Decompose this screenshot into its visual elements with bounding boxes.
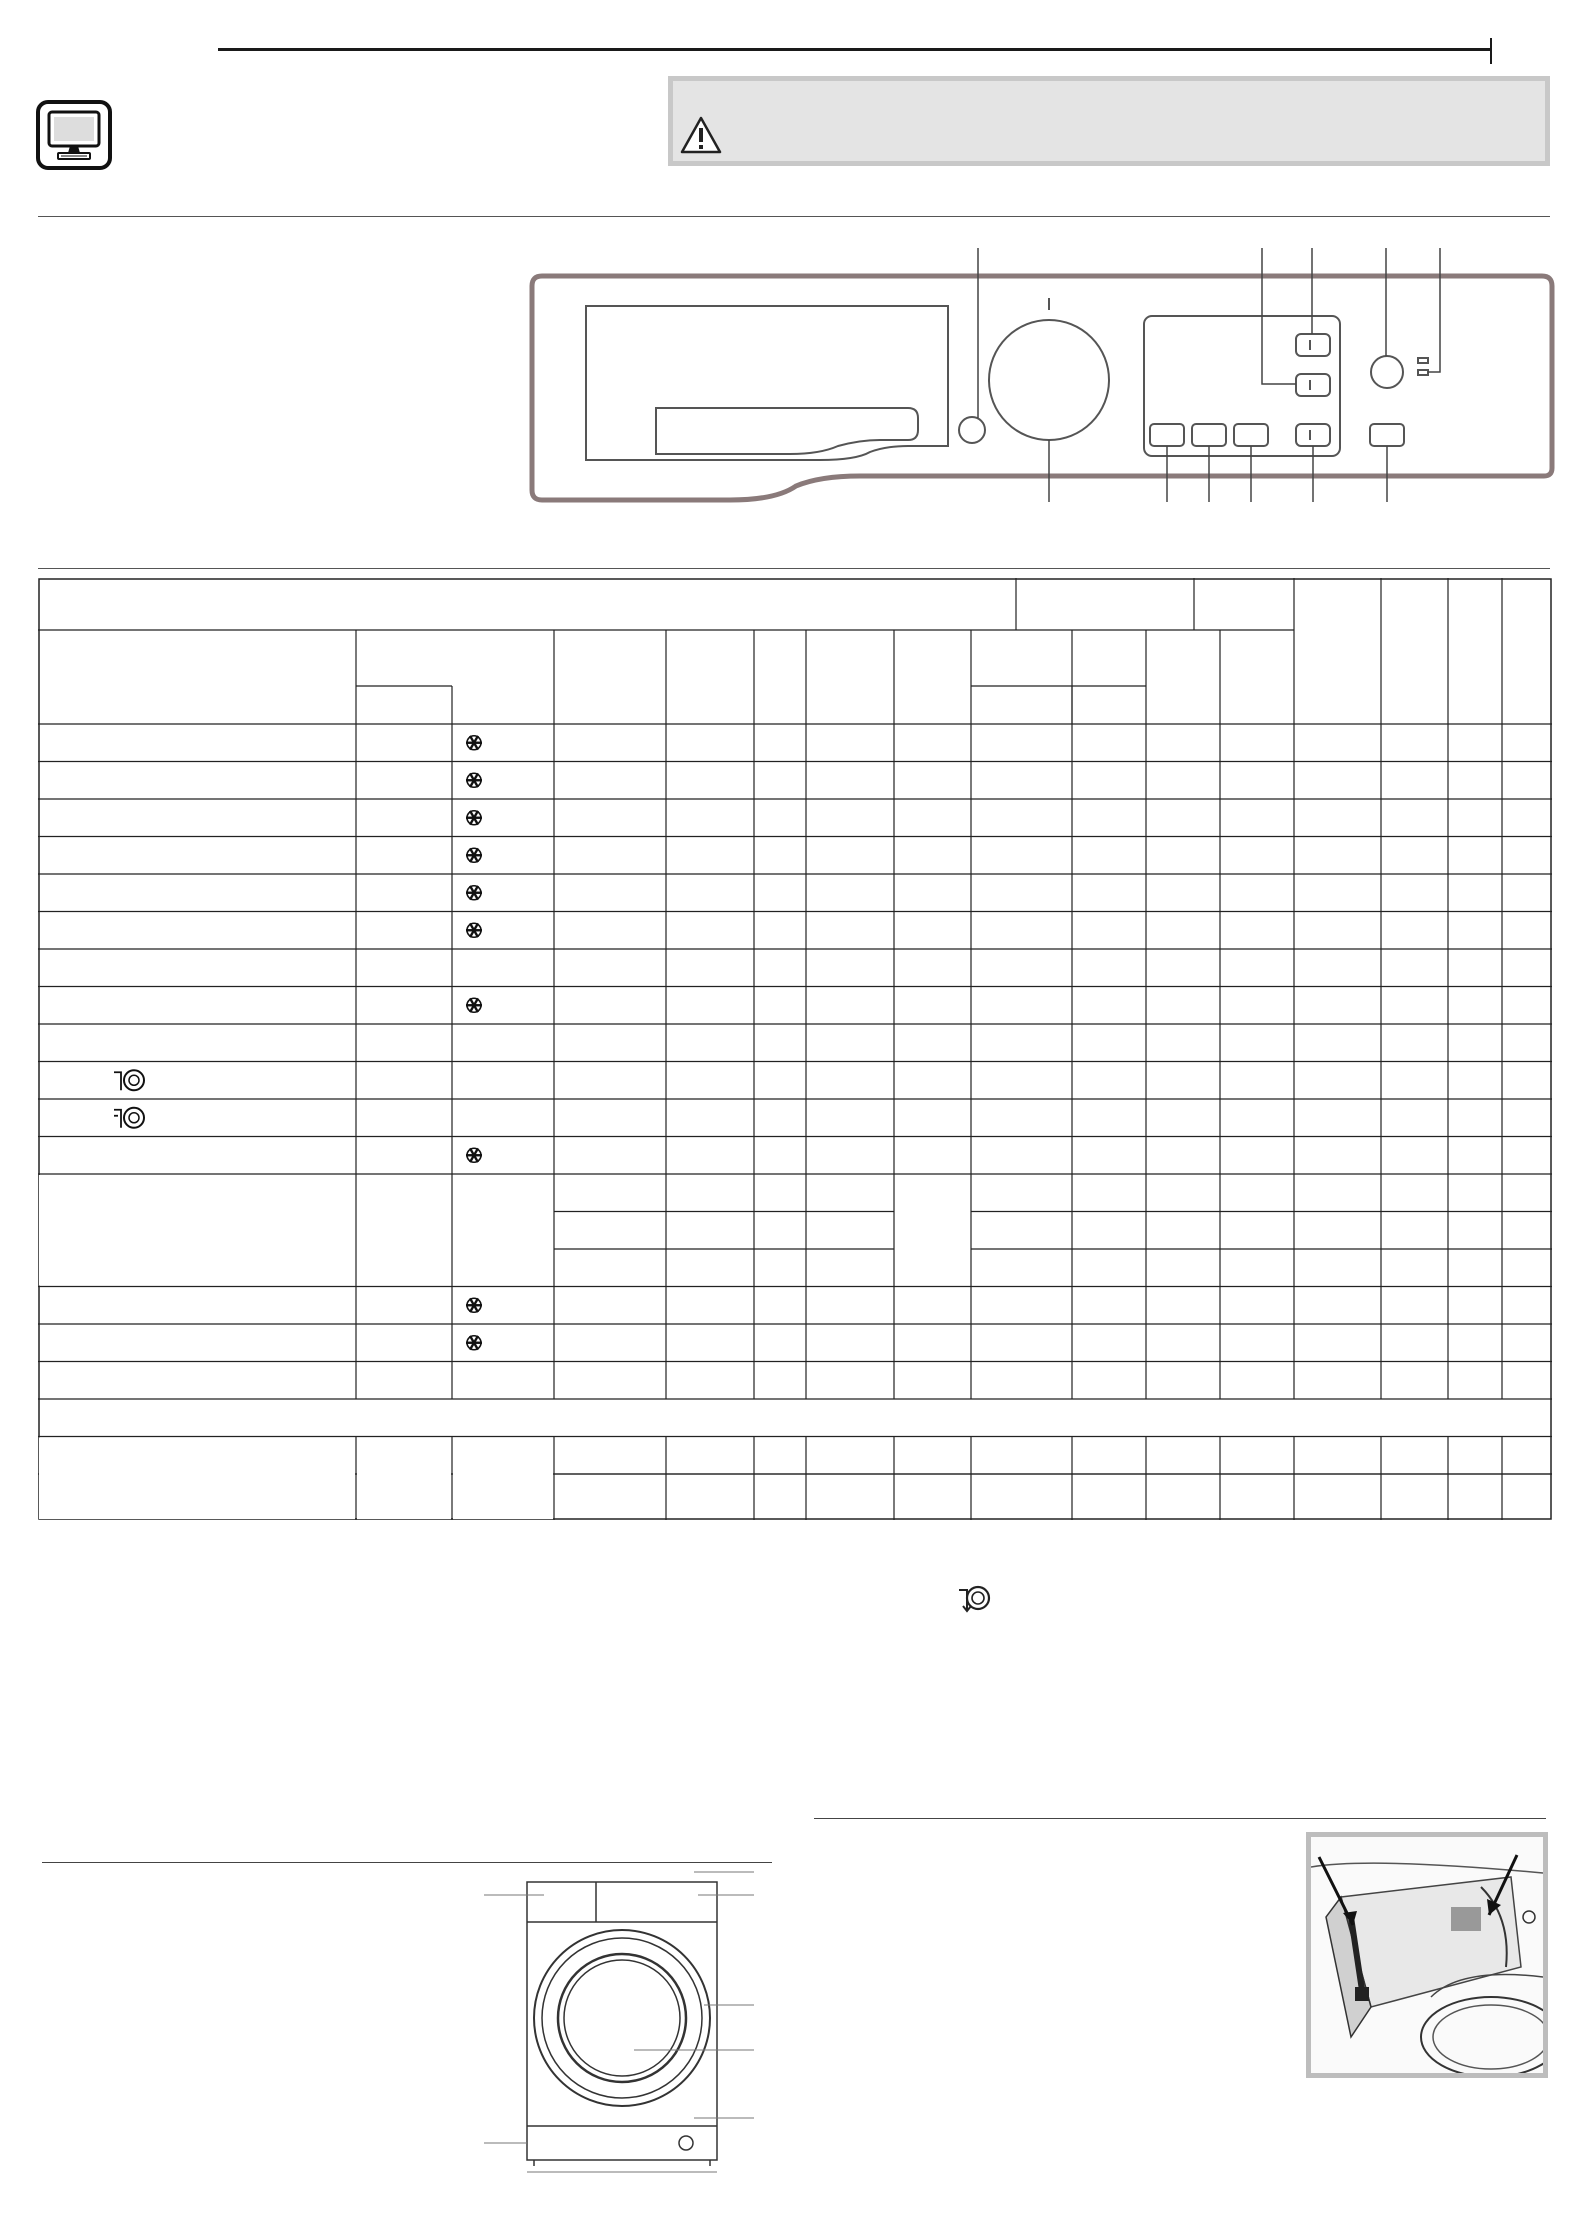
header-rule [218, 48, 1492, 51]
drum-rinse-icon [954, 1584, 996, 1614]
snowflake-icon [466, 886, 482, 900]
header-rule-tick [1490, 38, 1492, 64]
drum-double-rinse-icon [114, 1108, 144, 1128]
section-rule [814, 1818, 1546, 1819]
snowflake-icon [466, 848, 482, 862]
snowflake-icon [466, 1298, 482, 1312]
merged-cell [357, 1175, 451, 1286]
merged-cell [453, 1175, 553, 1286]
section-rule [38, 216, 1550, 217]
snowflake-icon [466, 773, 482, 787]
warning-triangle-icon [679, 115, 723, 155]
snowflake-icon [466, 998, 482, 1012]
snowflake-icon [466, 736, 482, 750]
merged-cell [453, 1438, 553, 1520]
merged-cell [39, 1438, 355, 1520]
detergent-drawer-photo [1306, 1832, 1548, 2078]
drum-rinse-icon [114, 1070, 144, 1090]
merged-cell [39, 1175, 355, 1286]
section-rule [38, 568, 1550, 569]
monitor-icon [36, 100, 112, 170]
table-border [39, 579, 1551, 1519]
snowflake-icon [466, 923, 482, 937]
control-panel-diagram [520, 230, 1560, 530]
section-rule [42, 1862, 772, 1863]
snowflake-icon [466, 1148, 482, 1162]
warning-box [668, 76, 1550, 166]
merged-cell [895, 1175, 970, 1286]
merged-cell [357, 1438, 451, 1520]
snowflake-icon [466, 811, 482, 825]
washing-machine-front-diagram [484, 1870, 754, 2180]
programme-table [38, 578, 1552, 1520]
snowflake-icon [466, 1336, 482, 1350]
